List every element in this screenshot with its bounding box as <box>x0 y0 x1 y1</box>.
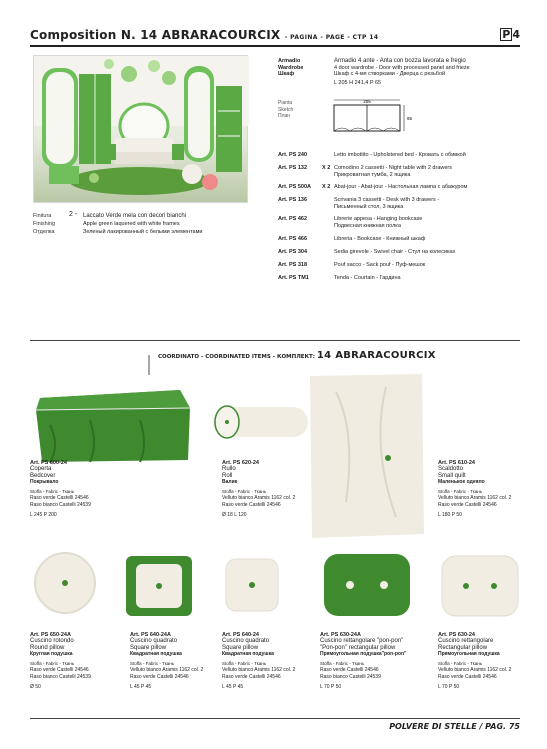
brand-logo: P 4 <box>502 28 520 41</box>
product-square-pillow-a: Art. PS 640-24A Cuscino quadrato Square pillow Квадратная подушка Stoffa - Fabric - Ткань Velluto bianco Aramis 1162 col. 2 Raso verde Castelli 24546 L 45 P 45 <box>130 632 204 691</box>
product-square-pillow: Art. PS 640-24 Cuscino quadrato Square pillow Квадратная подушка Stoffa - Fabric - Ткань Velluto bianco Aramis 1162 col. 2 Raso verde Castelli 24546 L 45 P 45 <box>222 632 296 691</box>
round-pillow-image <box>30 548 100 618</box>
room-photo <box>33 55 248 203</box>
plan-depth: 65 <box>407 116 413 121</box>
page-label: - PAGINA - PAGE - CTP 14 <box>284 34 379 41</box>
pointer-line <box>148 355 154 375</box>
page-footer: POLVERE DI STELLE / PAG. 75 <box>389 722 520 731</box>
composition-label: Composition N. 14 <box>30 28 158 42</box>
finish-label-ru: Отделка <box>33 229 55 235</box>
coordinated-title: COORDINATO - COORDINATED ITEMS - КОМПЛЕКТ: 14 ABRARACOURCIX <box>158 350 436 361</box>
finish-label: Finitura <box>33 213 52 219</box>
plan-label: Pianta Sketch План <box>278 100 294 119</box>
section-divider <box>30 340 520 341</box>
square-pillow-green-image <box>122 552 197 622</box>
ponpon-pillow-image <box>318 548 418 623</box>
square-pillow-image <box>220 553 285 618</box>
product-ponpon-pillow: Art. PS 630-24A Cuscino rettangolare "pon-pon" "Pon-pon" rectangular pillow Прямоугольная подушка"pon-pon" Stoffa - Fabric - Ткань Raso verde Castelli 24546 Raso bianco Castelli 24539 L 70 P 50 <box>320 632 407 691</box>
finish-desc-en: Apple green laquered with white frames <box>83 221 180 227</box>
finish-number: 2 - <box>69 211 78 218</box>
header-divider <box>30 45 520 47</box>
product-roll: Art. PS 620-24 Rullo Roll Валик Stoffa - Fabric - Ткань Velluto bianco Aramis 1162 col. 2 Raso verde Castelli 24546 Ø 18 L 120 <box>222 460 296 519</box>
finish-desc-ru: Зеленый лакированный с белыми элементами <box>83 229 203 235</box>
footer-divider <box>30 718 520 719</box>
bedcover-image <box>30 380 195 465</box>
small-quilt-image <box>306 372 428 542</box>
finish-label-en: Finishing <box>33 221 56 227</box>
product-rectangular-pillow: Art. PS 630-24 Cuscino rettangolare Rectangular pillow Прямоугольная подушка Stoffa - Fabric - Ткань Velluto bianco Aramis 1162 col. 2 Raso verde Castelli 24546 L 70 P 50 <box>438 632 512 691</box>
roll-pillow-image <box>205 395 315 455</box>
product-small-quilt: Art. PS 610-24 Scaldotto Small quilt Маленькое одеяло Stoffa - Fabric - Ткань Velluto bianco Aramis 1162 col. 2 Raso verde Castelli 24546 L 180 P 50 <box>438 460 512 519</box>
product-round-pillow: Art. PS 650-24A Cuscino rotondo Round pillow Круглая подушка Stoffa - Fabric - Ткань Raso verde Castelli 24546 Raso bianco Castelli 24539 Ø 50 <box>30 632 91 691</box>
finish-desc-it: Laccato Verde mela con decori bianchi <box>83 213 187 219</box>
rectangular-pillow-image <box>436 550 526 622</box>
composition-name: ABRARACOURCIX <box>161 28 281 42</box>
plan-sketch <box>330 97 413 135</box>
plan-width: 205 <box>363 99 371 104</box>
page-header <box>30 26 520 46</box>
product-bedcover: Art. PS 600-24 Coperta Bedcover Покрывало Stoffa - Fabric - Ткань Raso verde Castelli 24546 Raso bianco Castelli 24539 L 245 P 200 <box>30 460 91 519</box>
page-title <box>30 28 378 42</box>
